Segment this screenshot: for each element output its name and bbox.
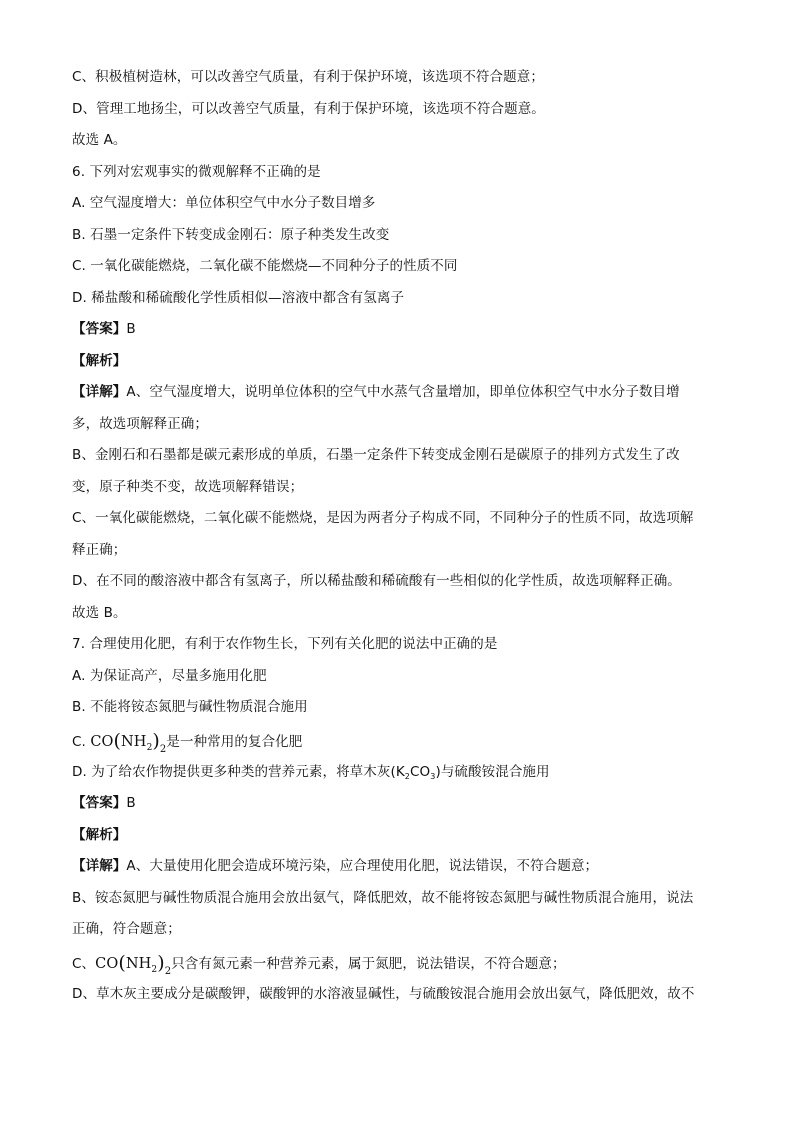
detail-tag: 【详解】 (72, 858, 127, 874)
text-line: D、管理工地扬尘，可以改善空气质量，有利于保护环境，该选项不符合题意。 (72, 100, 545, 117)
question-7-option-d: D. 为了给农作物提供更多种类的营养元素，将草木灰$(K_2CO_3)$与硫酸铵混合施用 (72, 763, 550, 781)
question-6-answer (72, 314, 722, 346)
question-7-detail (72, 851, 722, 883)
formula-urea: $CO(NH_2)_2$ (95, 951, 172, 977)
text-line: 故选 A。 (72, 132, 127, 148)
answer-tag: 【答案】 (72, 321, 127, 337)
question-7-analysis-tag: 【解析】 (72, 826, 127, 843)
detail-tag: 【详解】 (72, 384, 127, 400)
question-6-stem: 6. 下列对宏观事实的微观解释不正确的是 (72, 163, 321, 180)
question-6-analysis-tag: 【解析】 (72, 352, 127, 369)
question-6-detail (72, 377, 722, 409)
question-6-option-c: C. 一氧化碳能燃烧，二氧化碳不能燃烧—不同种分子的性质不同 (72, 258, 458, 274)
question-7-detail-c: C、$CO(NH_2)_2$只含有氮元素一种营养元素，属于氮肥，说法错误，不符合题意； (72, 951, 566, 977)
question-7-option-b: B. 不能将铵态氮肥与碱性物质混合施用 (72, 699, 308, 715)
text-line: 正确，符合题意； (72, 921, 181, 937)
answer-tag: 【答案】 (72, 795, 127, 811)
formula-urea: $CO(NH_2)_2$ (90, 729, 167, 755)
question-6-option-a: A. 空气湿度增大：单位体积空气中水分子数目增多 (72, 195, 376, 211)
question-7-stem: 7. 合理使用化肥，有利于农作物生长，下列有关化肥的说法中正确的是 (72, 636, 498, 652)
answer-value: B (126, 321, 136, 337)
document-page (72, 62, 722, 1010)
text-line: 释正确； (72, 541, 127, 558)
text-line: C、积极植树造林，可以改善空气质量，有利于保护环境，该选项不符合题意； (72, 69, 544, 85)
detail-text: A、大量使用化肥会造成环境污染，应合理使用化肥，说法错误，不符合题意； (126, 858, 599, 874)
text-line: C、一氧化碳能燃烧，二氧化碳不能燃烧，是因为两者分子构成不同，不同种分子的性质不同，故选项解 (72, 510, 694, 526)
text-line: B、铵态氮肥与碱性物质混合施用会放出氨气，降低肥效，故不能将铵态氮肥与碱性物质混合施用，说法 (72, 889, 694, 906)
question-6-option-b: B. 石墨一定条件下转变成金刚石：原子种类发生改变 (72, 226, 390, 243)
question-7-option-a: A. 为保证高产，尽量多施用化肥 (72, 667, 267, 684)
text-line: 多，故选项解释正确； (72, 415, 208, 432)
detail-text: A、空气湿度增大，说明单位体积的空气中水蒸气含量增加，即单位体积空气中水分子数目增 (126, 384, 680, 400)
question-6-option-d: D. 稀盐酸和稀硫酸化学性质相似—溶液中都含有氢离子 (72, 289, 405, 306)
question-7-option-c: C. $CO(NH_2)_2$是一种常用的复合化肥 (72, 729, 303, 755)
answer-value: B (126, 795, 136, 811)
text-line: 变，原子种类不变，故选项解释错误； (72, 478, 304, 495)
text-line: 故选 B。 (72, 604, 127, 621)
text-line: D、在不同的酸溶液中都含有氢离子，所以稀盐酸和稀硫酸有一些相似的化学性质，故选项解释正确。 (72, 573, 681, 589)
text-line: B、金刚石和石墨都是碳元素形成的单质，石墨一定条件下转变成金刚石是碳原子的排列方式发生了改 (72, 447, 680, 463)
text-line: D、草木灰主要成分是碳酸钾，碳酸钾的水溶液显碱性，与硫酸铵混合施用会放出氨气，降低肥效，故不 (72, 985, 695, 1002)
question-7-answer (72, 788, 722, 820)
